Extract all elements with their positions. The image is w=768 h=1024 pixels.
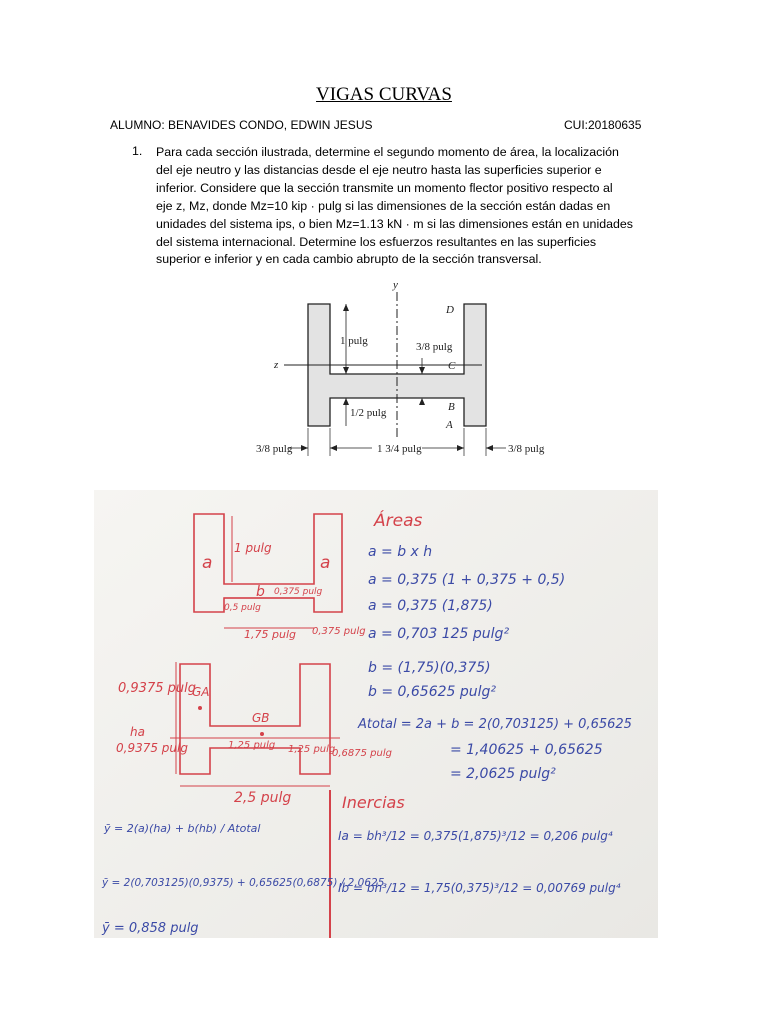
sketch2-gb-label: GB (252, 711, 270, 725)
centroid-b-dot (260, 732, 264, 736)
centroid-line: ȳ = 2(a)(ha) + b(hb) / Atotal (104, 822, 261, 835)
question-number: 1. (132, 144, 143, 158)
question-line: inferior. Considere que la sección transmite un momento flector positivo respecto al (156, 180, 613, 195)
sketch2-width-label: 2,5 pulg (234, 790, 292, 806)
handwritten-notes-svg (94, 490, 658, 938)
sketch2-right-label: 0,6875 pulg (332, 748, 392, 759)
z-axis-label: z (274, 359, 279, 371)
handwritten-notes-photo (94, 490, 658, 938)
sketch1-dim-bottom-label: 0,5 pulg (224, 603, 261, 613)
sketch2-ha-label: ha (130, 725, 145, 739)
point-b-label: B (448, 401, 455, 413)
arrow-right-icon (457, 445, 464, 451)
arrow-down-icon (343, 367, 349, 374)
question-line: del eje neutro y las distancias desde el eje neutro hasta las superficies superior e (156, 162, 602, 177)
question-line: Para cada sección ilustrada, determine el segundo momento de área, la localización (156, 145, 619, 159)
question-text (156, 144, 656, 269)
arrow-up-icon (343, 304, 349, 311)
question-line: eje z, Mz, donde Mz=10 kip · pulg si las dimensiones de la sección están dadas en (156, 198, 611, 213)
student-name: ALUMNO: BENAVIDES CONDO, EDWIN JESUS (110, 118, 373, 132)
sketch1-label-a-right: a (320, 553, 331, 573)
cross-section-figure (250, 278, 550, 468)
sketch2-ha-value: 0,9375 pulg (118, 681, 196, 696)
area-line: = 1,40625 + 0,65625 (450, 742, 603, 758)
centroid-a-dot (198, 706, 202, 710)
areas-title: Áreas (374, 511, 423, 531)
dim-top-label: 1 pulg (340, 335, 368, 347)
area-line: b = 0,65625 pulg² (368, 684, 497, 700)
dim-bottom-label: 1/2 pulg (350, 407, 387, 419)
arrow-up-icon (343, 398, 349, 405)
document-title: VIGAS CURVAS (316, 84, 452, 105)
arrow-left-icon (330, 445, 337, 451)
arrow-right-icon (301, 445, 308, 451)
question-line: del sistema internacional. Determine los esfuerzos resultantes en las superficies (156, 234, 597, 249)
sketch2-mid-label: 1,25 pulg (228, 740, 276, 751)
sketch1-label-a-left: a (202, 553, 213, 573)
sketch1-dim-top-label: 1 pulg (234, 541, 272, 555)
sketch1-label-b: b (256, 584, 265, 600)
cross-section-diagram (250, 278, 550, 468)
question-line: superior e inferior y en cada cambio abrupto de la sección transversal. (156, 252, 542, 267)
inertia-line: Ib = bh³/12 = 1,75(0,375)³/12 = 0,00769 pulg⁴ (338, 881, 621, 895)
area-line: a = 0,703 125 pulg² (368, 626, 510, 642)
inertia-title: Inercias (342, 793, 405, 812)
sketch1-dim-center-label: 1,75 pulg (244, 628, 296, 641)
area-line: Atotal = 2a + b = 2(0,703125) + 0,65625 (358, 717, 632, 732)
area-line: a = 0,375 (1 + 0,375 + 0,5) (368, 572, 566, 588)
sketch2-hb-label: 0,9375 pulg (116, 741, 188, 755)
centroid-line: ȳ = 2(0,703125)(0,9375) + 0,65625(0,6875) / 2,0625 (102, 877, 385, 889)
arrow-up-icon (419, 398, 425, 405)
point-a-label: A (446, 419, 453, 431)
question-line: unidades del sistema ips, o bien Mz=1.13 kN · m si las dimensiones están en unidades (156, 216, 633, 231)
sketch1-dim-web-label: 0,375 pulg (274, 587, 323, 597)
area-line: = 2,0625 pulg² (450, 766, 556, 782)
dim-center-label: 1 3/4 pulg (377, 443, 422, 455)
area-line: b = (1,75)(0,375) (368, 660, 491, 676)
sketch2-bottom-mid-label: 1,25 pulg (288, 744, 336, 755)
dim-right-label: 3/8 pulg (508, 443, 545, 455)
point-c-label: C (448, 360, 456, 372)
sketch1-dim-right-label: 0,375 pulg (312, 626, 366, 637)
arrow-left-icon (486, 445, 493, 451)
area-line: a = 0,375 (1,875) (368, 598, 493, 614)
centroid-line: ȳ = 0,858 pulg (102, 921, 199, 936)
sketch2-ga-label: GA (192, 685, 210, 699)
dim-left-label: 3/8 pulg (256, 443, 293, 455)
y-axis-label: y (393, 279, 398, 291)
point-d-label: D (446, 304, 454, 316)
dim-web-label: 3/8 pulg (416, 341, 453, 353)
arrow-down-icon (419, 367, 425, 374)
inertia-line: Ia = bh³/12 = 0,375(1,875)³/12 = 0,206 pulg⁴ (338, 829, 613, 843)
area-line: a = b x h (368, 544, 433, 560)
student-cui: CUI:20180635 (564, 118, 642, 132)
